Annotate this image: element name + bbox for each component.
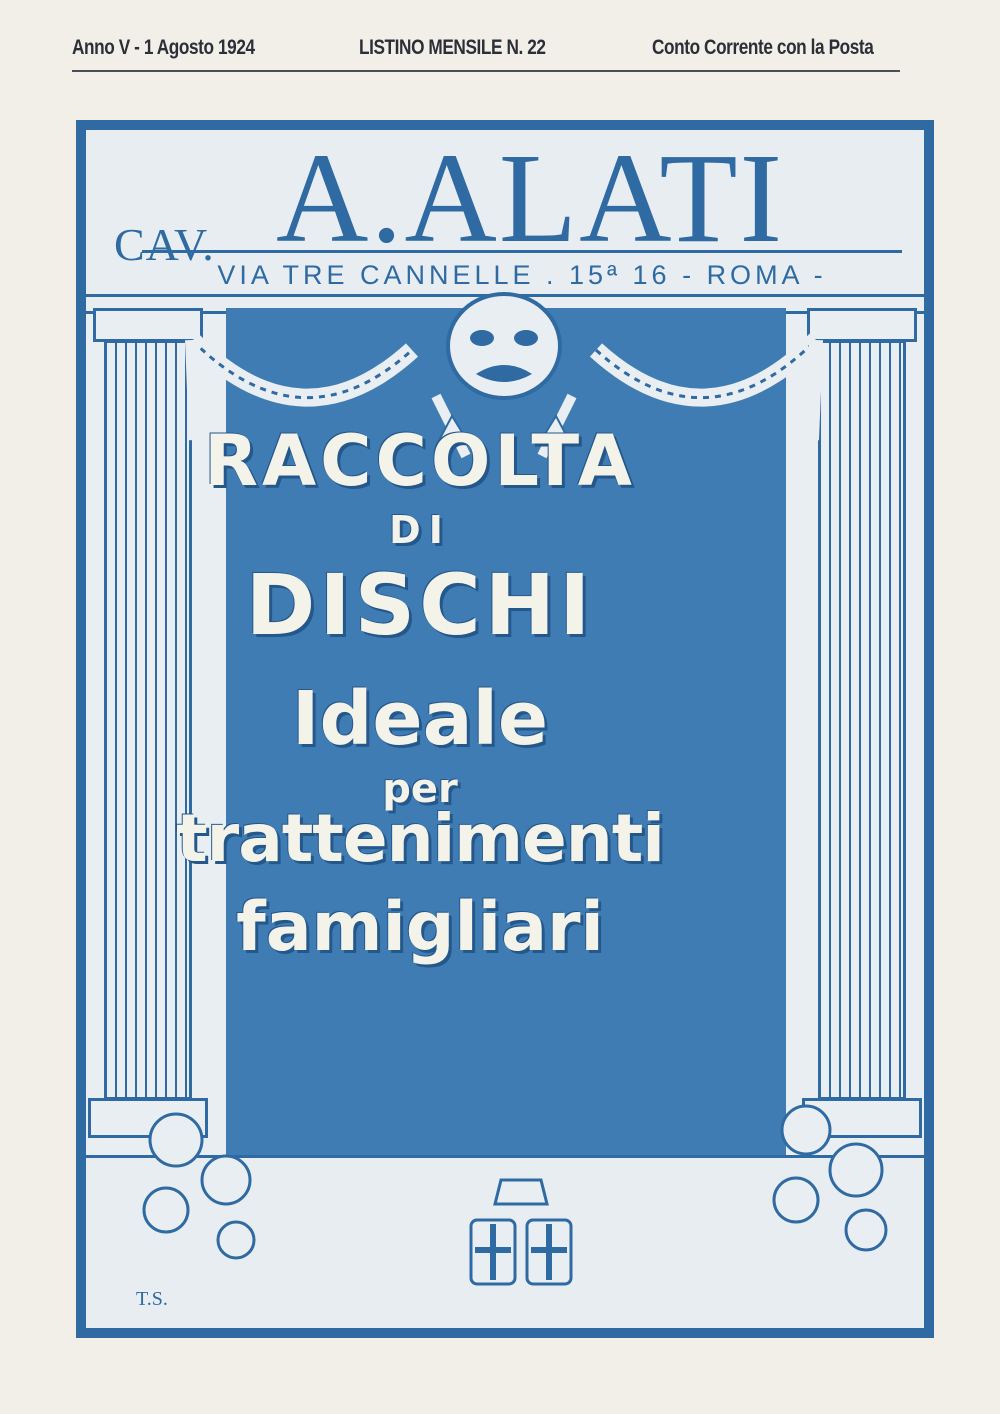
title-line-famigliari: famigliari	[236, 888, 604, 967]
brand-prefix: CAV.	[114, 219, 215, 270]
title-line-di: DI	[389, 508, 451, 552]
right-roses-illustration	[736, 1080, 916, 1280]
left-roses-illustration	[116, 1080, 296, 1280]
title-line-per: per	[382, 766, 458, 812]
title-line-ideale: Ideale	[291, 676, 549, 762]
brand-name: A.ALATI	[276, 127, 785, 269]
poster-top-band	[86, 127, 924, 308]
brand-address: VIA TRE CANNELLE . 15ª 16 - ROMA -	[142, 250, 902, 300]
title-line-trattenimenti: trattenimenti	[176, 800, 664, 877]
artist-signature: T.S.	[136, 1288, 168, 1310]
page-header	[72, 30, 900, 72]
listing-number: LISTINO MENSILE N. 22	[359, 36, 546, 59]
postal-account-note: Conto Corrente con la Posta	[652, 36, 874, 59]
savoy-crest-illustration	[451, 1170, 591, 1330]
title-line-raccolta: RACCOLTA	[204, 420, 636, 502]
issue-date: Anno V - 1 Agosto 1924	[72, 36, 255, 59]
right-column	[818, 340, 906, 1100]
title-line-dischi: DISCHI	[245, 556, 595, 654]
